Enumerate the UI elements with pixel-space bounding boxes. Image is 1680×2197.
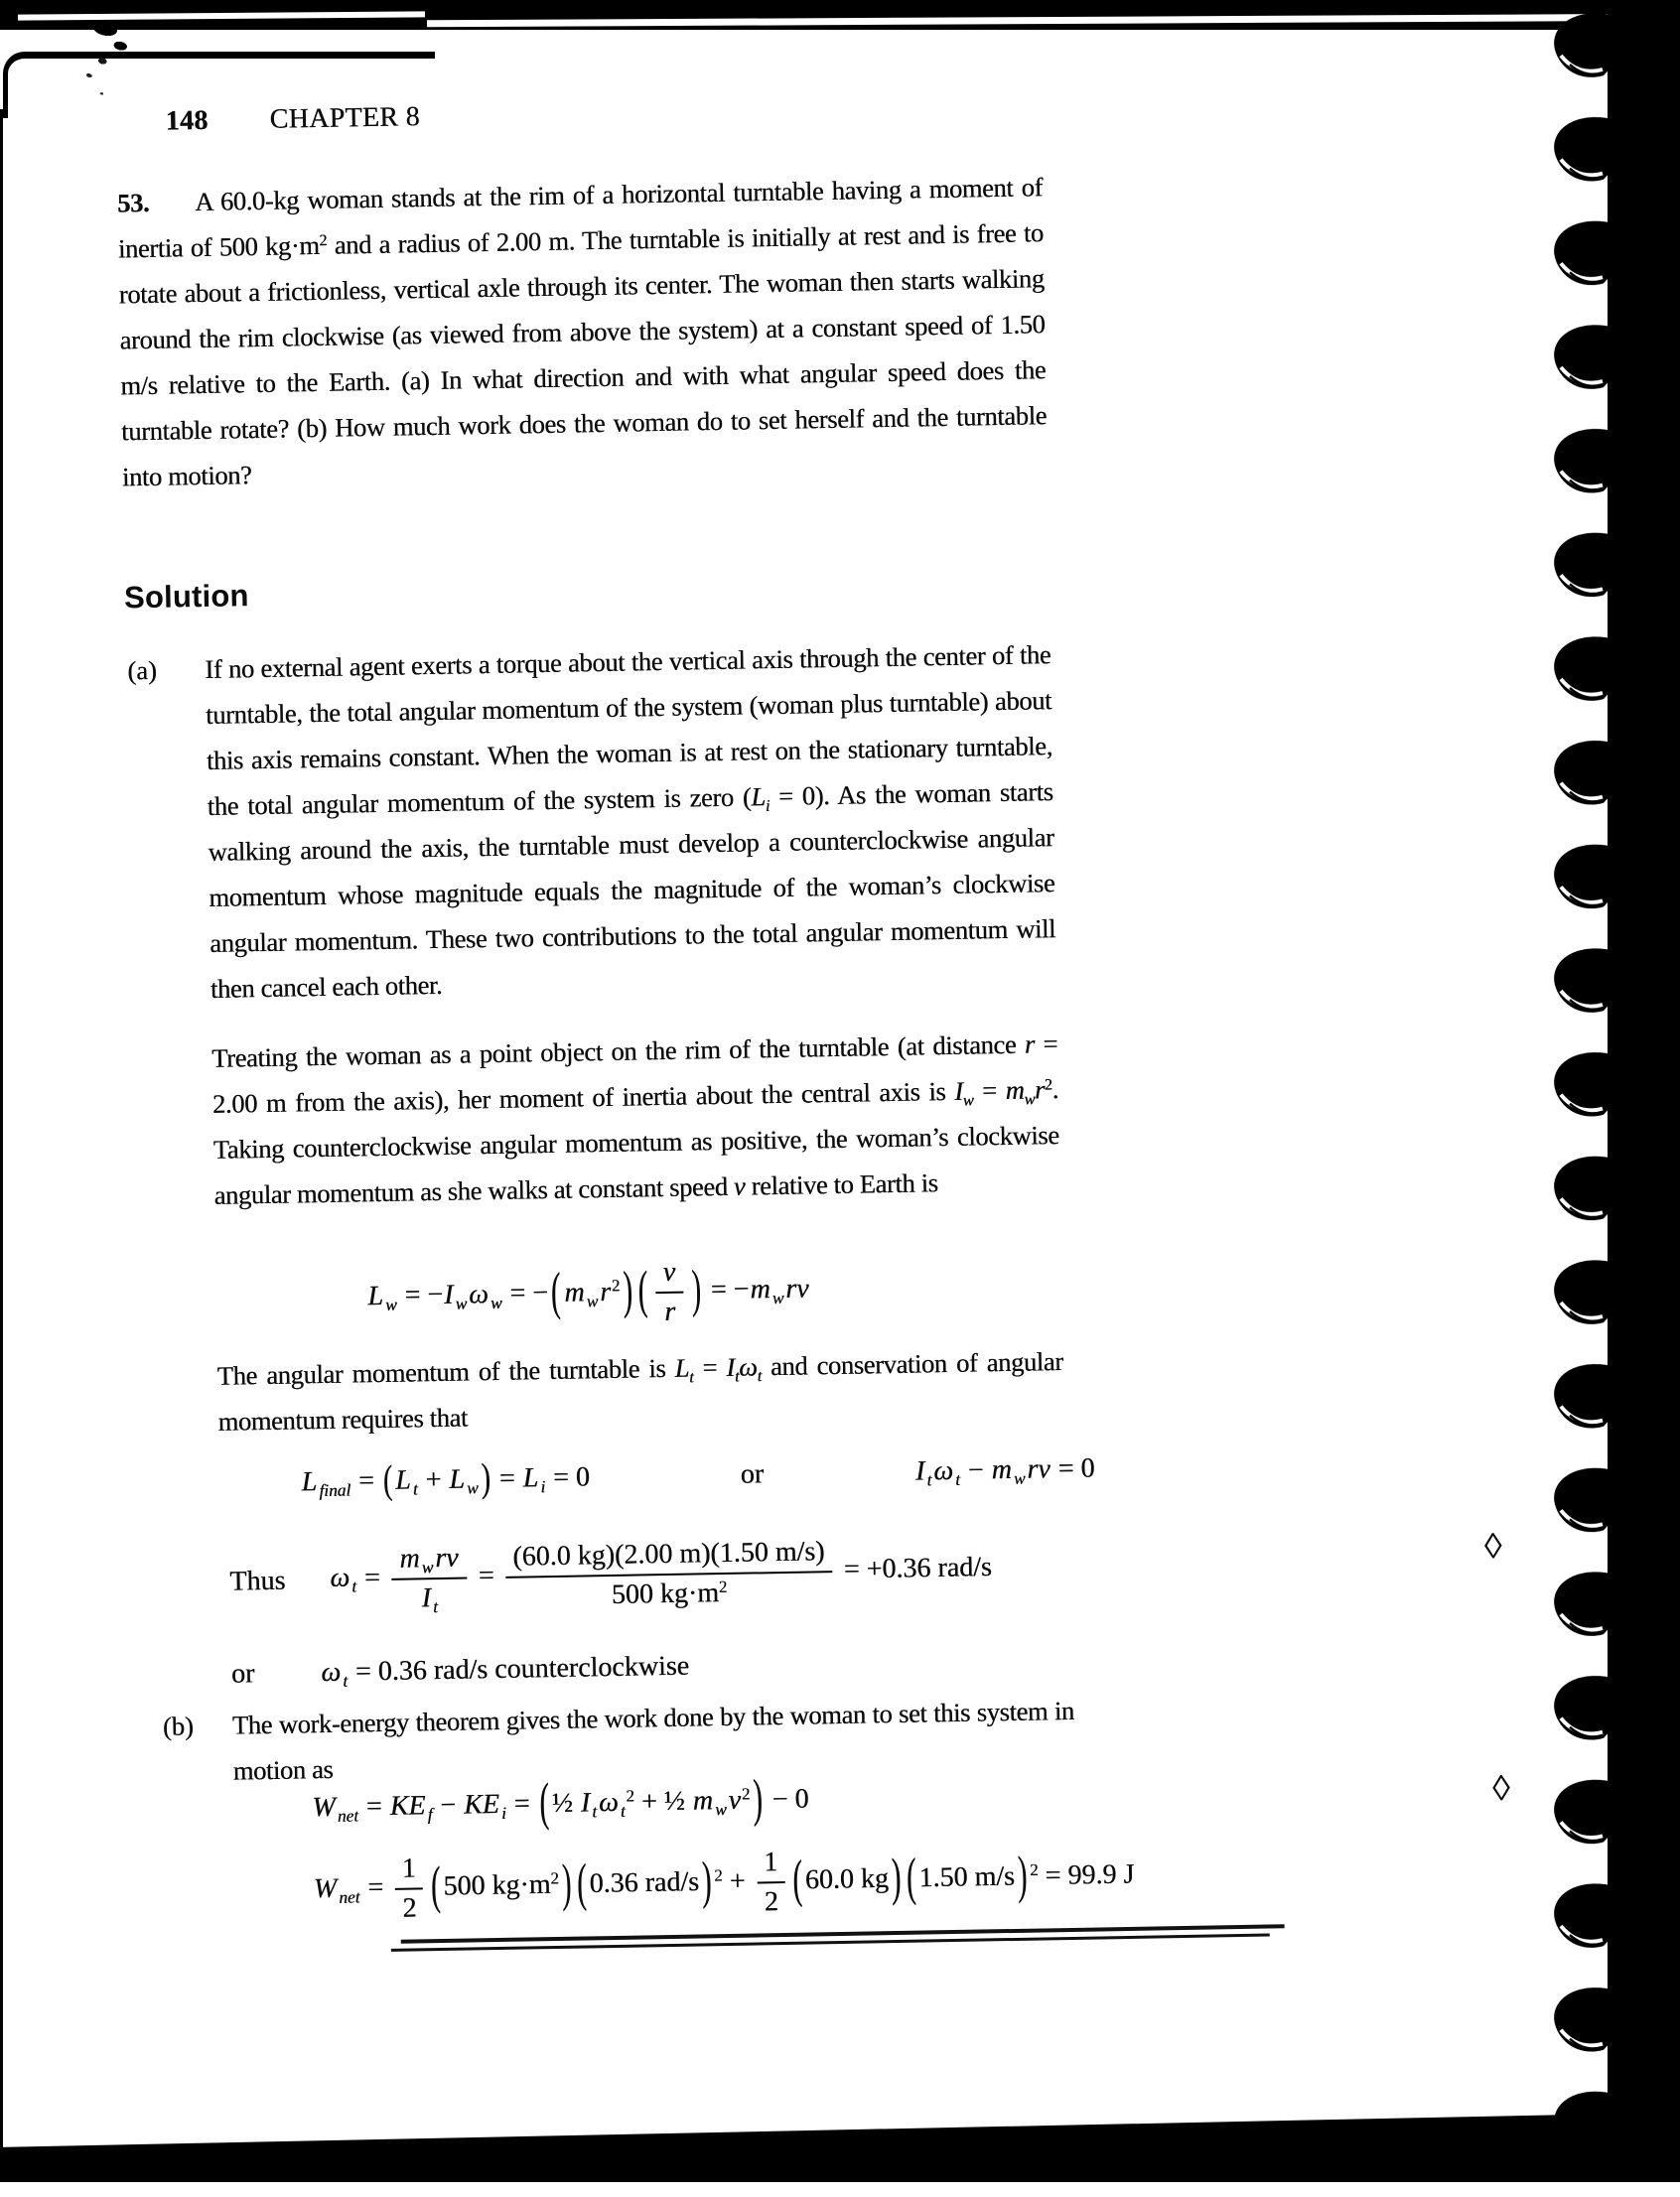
solution-heading: Solution: [123, 578, 249, 616]
equation-work-value: $W_{net}$ = $\frac{1}{2}$ (500 $kg\cdot m^2$) (0.36 rad/s) $^2$ + $\frac{1}{2}$ (60.0 kg) (1.50 m/s) $^2$ = 99.9 J: [313, 1846, 1135, 1924]
scan-top-left-corner-line: [3, 52, 435, 118]
page-number: 148: [165, 104, 209, 137]
bottom-double-rule: [401, 1924, 1285, 1952]
or-connector: or: [740, 1458, 765, 1490]
answer-diamond-part-a: ◊: [1483, 1526, 1503, 1567]
scan-left-edge-line: [0, 109, 3, 2154]
rule-line-bottom: [391, 1933, 1270, 1951]
answer-diamond-part-b: ◊: [1491, 1768, 1511, 1809]
or-label: or: [230, 1658, 255, 1690]
equation-omega-result: $\omega_t = 0.36$ rad/s counterclockwise: [321, 1650, 690, 1691]
thus-label: Thus: [229, 1565, 286, 1597]
part-a-paragraph-1: If no external agent exerts a torque about the vertical axis through the center of the turntable, the total angular momentum of the system (woman plus turntable) about this axis remains constant. When the woman is at rest on the stationary turntable, the total angular momentum of the system is zero $(L_i = 0)$. As the woman starts walking around the axis, the turntable must develop a counterclockwise angular momentum whose magnitude equals the magnitude of the woman’s clockwise angular momentum. These two contributions to the total angular momentum will then cancel each other.: [205, 639, 1056, 1004]
part-a-label: (a): [127, 654, 158, 686]
problem-text: A 60.0-kg woman stands at the rim of a horizontal turntable having a moment of inertia of 500 $kg\cdot m^2$ and a radius of 2.00 m. The turntable is initially at rest and is free to rotate about a frictionless, vertical axle through its center. The woman then starts walking around the rim clockwise (as viewed from above the system) at a constant speed of 1.50 m/s relative to the Earth. (a) In what direction and with what angular speed does the turntable rotate? (b) How much work does the woman do to set herself and the turntable into motion?: [117, 171, 1048, 491]
problem-statement: [117, 164, 1048, 499]
equation-omega-turntable: $\omega_t$ = $\frac{m_wrv}{I_t}$ = $\frac{(60.0 kg)(2.00 m)(1.50 m/s)}{500 kg\cdot m^2}$ = +0.36 rad/s: [330, 1536, 993, 1617]
part-a-paragraph-3: The angular momentum of the turntable is $L_t = I_t\omega_t$ and conservation of angular momentum requires that: [216, 1346, 1063, 1437]
equation-woman-angular-momentum: $L_w = -I_w\omega_w$ = −( $m_wr^2$) ( $\frac{v}{r}$ ) = $-m_wrv$: [367, 1256, 809, 1328]
part-b-label: (b): [162, 1711, 195, 1741]
part-b-paragraph: The work-energy theorem gives the work done by the woman to set this system in motion as: [231, 1695, 1075, 1786]
spiral-binding: [1546, 0, 1680, 2182]
equation-conservation-alt: $I_t\omega_t - m_wrv = 0$: [914, 1452, 1095, 1490]
chapter-title: CHAPTER 8: [269, 101, 421, 135]
equation-conservation-final: $L_{final} = (L_t + L_w) = L_i = 0$: [301, 1455, 591, 1503]
part-a-paragraph-2: Treating the woman as a point object on the rim of the turntable (at distance r = 2.00 m from the axis), her moment of inertia about the central axis is $I_w = m_wr^2$. Taking counterclockwise angular momentum as positive, the woman’s clockwise angular momentum as she walks at constant speed v relative to Earth is: [210, 1029, 1059, 1210]
problem-number: 53.: [116, 187, 150, 217]
equation-work-energy-theorem: $W_{net} = KE_f - KE_i$ = (½ $I_t\omega_t^2$ + ½ $m_wv^2) - 0$: [312, 1769, 809, 1833]
